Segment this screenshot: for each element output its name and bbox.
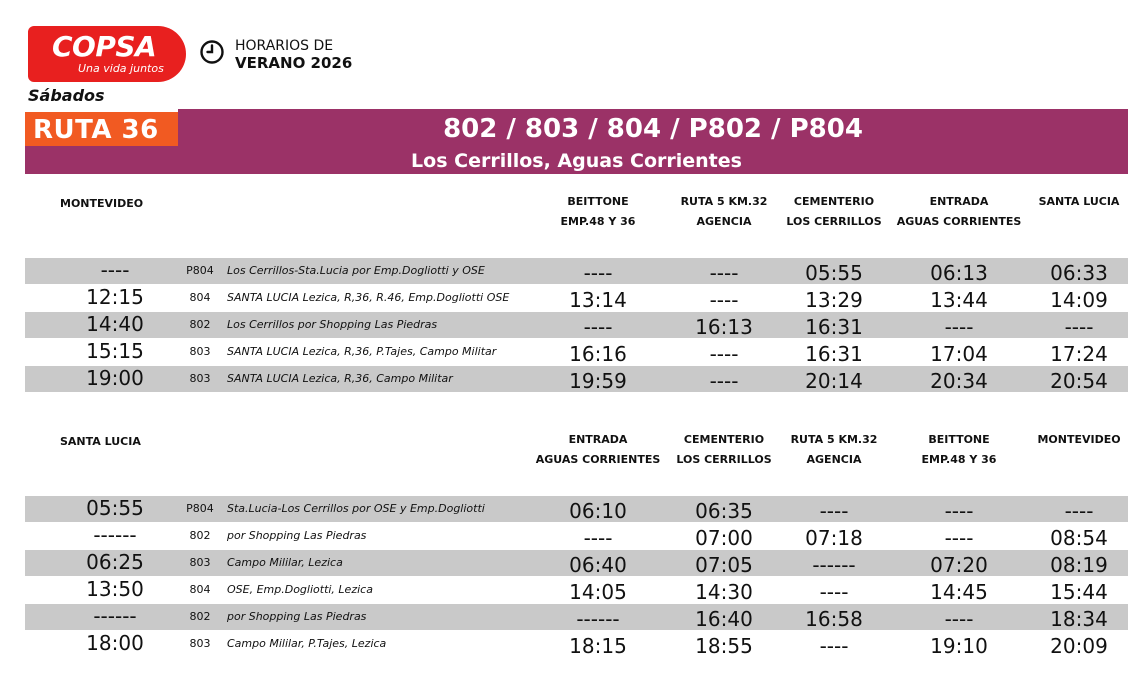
departure-time: ------: [93, 523, 137, 547]
table-row: [25, 366, 1128, 392]
stop-time: 07:05: [695, 553, 753, 577]
header-line: SANTA LUCIA: [1038, 195, 1120, 208]
stop-time: 06:10: [569, 499, 627, 523]
route-description: SANTA LUCIA Lezica, R,36, Campo Militar: [227, 372, 453, 385]
route-description: por Shopping Las Piedras: [227, 610, 367, 623]
stop-time: 17:24: [1050, 342, 1108, 366]
stop-time: 05:55: [805, 261, 863, 285]
inbound-col-header-montevideo: [1024, 430, 1134, 450]
table-row: [25, 604, 1128, 630]
line-code: 804: [189, 583, 211, 596]
departure-time: 18:00: [86, 631, 144, 655]
header-line: ENTRADA: [568, 433, 628, 446]
stop-time: 19:10: [930, 634, 988, 658]
route-badge: RUTA 36: [25, 112, 178, 146]
departure-time: 19:00: [86, 366, 144, 390]
line-code: 803: [189, 345, 211, 358]
line-code: P804: [186, 264, 214, 277]
season-title-line2: VERANO 2026: [235, 54, 353, 72]
stop-time: 07:00: [695, 526, 753, 550]
outbound-origin-header: MONTEVIDEO: [60, 197, 144, 210]
header-line: LOS CERRILLOS: [786, 215, 882, 228]
stop-time: 14:30: [695, 580, 753, 604]
departure-time: 14:40: [86, 312, 144, 336]
table-row: [25, 285, 1128, 311]
stop-time: 06:35: [695, 499, 753, 523]
stop-time: ----: [944, 315, 974, 339]
stop-time: 16:40: [695, 607, 753, 631]
stop-time: 18:55: [695, 634, 753, 658]
stop-time: ----: [819, 580, 849, 604]
stop-time: ------: [812, 553, 856, 577]
stop-time: ----: [709, 342, 739, 366]
stop-time: ----: [709, 288, 739, 312]
stop-time: 15:44: [1050, 580, 1108, 604]
header-line: AGUAS CORRIENTES: [896, 215, 1022, 228]
stop-time: 08:19: [1050, 553, 1108, 577]
stop-time: ----: [944, 499, 974, 523]
table-row: [25, 577, 1128, 603]
inbound-origin-header: SANTA LUCIA: [60, 435, 141, 448]
stop-time: ------: [576, 607, 620, 631]
table-row: [25, 258, 1128, 284]
stop-time: 19:59: [569, 369, 627, 393]
inbound-col-header-ruta5: [774, 430, 894, 470]
line-code: 802: [189, 529, 211, 542]
table-row: [25, 523, 1128, 549]
stop-time: 16:31: [805, 315, 863, 339]
header-line: EMP.48 Y 36: [560, 215, 636, 228]
stop-time: 07:20: [930, 553, 988, 577]
header-line: AGENCIA: [696, 215, 752, 228]
stop-time: 14:45: [930, 580, 988, 604]
stop-time: 16:31: [805, 342, 863, 366]
route-description: por Shopping Las Piedras: [227, 529, 367, 542]
stop-time: ----: [819, 499, 849, 523]
outbound-col-header-ruta5: [664, 192, 784, 232]
stop-time: 13:29: [805, 288, 863, 312]
outbound-col-header-beittone: [543, 192, 653, 232]
route-description: Sta.Lucia-Los Cerrillos por OSE y Emp.Dogliotti: [227, 502, 485, 515]
stop-time: ----: [944, 526, 974, 550]
stop-time: ----: [819, 634, 849, 658]
stop-time: 06:13: [930, 261, 988, 285]
route-destinations-banner: Los Cerrillos, Aguas Corrientes: [25, 146, 1128, 174]
table-row: [25, 312, 1128, 338]
stop-time: 18:15: [569, 634, 627, 658]
header-line: BEITTONE: [567, 195, 629, 208]
stop-time: 16:16: [569, 342, 627, 366]
header-line: EMP.48 Y 36: [921, 453, 997, 466]
route-description: OSE, Emp.Dogliotti, Lezica: [227, 583, 373, 596]
stop-time: ----: [709, 369, 739, 393]
logo-tagline: Una vida juntos: [78, 62, 164, 75]
line-code: P804: [186, 502, 214, 515]
season-title-line1: HORARIOS DE: [235, 38, 334, 54]
route-description: Los Cerrillos-Sta.Lucia por Emp.Dogliotti y OSE: [227, 264, 485, 277]
stop-time: ----: [944, 607, 974, 631]
departure-time: ----: [100, 258, 130, 282]
departure-time: ------: [93, 604, 137, 628]
route-description: SANTA LUCIA Lezica, R,36, P.Tajes, Campo Militar: [227, 345, 497, 358]
route-description: Campo Mililar, Lezica: [227, 556, 343, 569]
outbound-col-header-aguas: [889, 192, 1029, 232]
stop-time: ----: [583, 526, 613, 550]
stop-time: ----: [583, 261, 613, 285]
header-line: MONTEVIDEO: [1037, 433, 1121, 446]
stop-time: ----: [1064, 499, 1094, 523]
line-code: 803: [189, 556, 211, 569]
logo-name: COPSA: [52, 30, 157, 63]
stop-time: 08:54: [1050, 526, 1108, 550]
table-row: [25, 496, 1128, 522]
inbound-col-header-aguas: [528, 430, 668, 470]
stop-time: 20:09: [1050, 634, 1108, 658]
table-row: [25, 631, 1128, 657]
stop-time: 20:14: [805, 369, 863, 393]
stop-time: 18:34: [1050, 607, 1108, 631]
header-line: CEMENTERIO: [793, 195, 875, 208]
header-line: AGUAS CORRIENTES: [535, 453, 661, 466]
outbound-col-header-cementerio: [778, 192, 890, 232]
day-label: Sábados: [28, 86, 105, 105]
line-code: 803: [189, 372, 211, 385]
header-line: CEMENTERIO: [683, 433, 765, 446]
line-code: 802: [189, 318, 211, 331]
stop-time: ----: [709, 261, 739, 285]
table-row: [25, 339, 1128, 365]
departure-time: 05:55: [86, 496, 144, 520]
header-line: LOS CERRILLOS: [676, 453, 772, 466]
line-code: 804: [189, 291, 211, 304]
stop-time: 06:40: [569, 553, 627, 577]
header-line: BEITTONE: [928, 433, 990, 446]
route-description: Campo Mililar, P.Tajes, Lezica: [227, 637, 387, 650]
line-code: 803: [189, 637, 211, 650]
table-row: [25, 550, 1128, 576]
outbound-col-header-santalucia: [1024, 192, 1134, 212]
departure-time: 15:15: [86, 339, 144, 363]
stop-time: 07:18: [805, 526, 863, 550]
departure-time: 13:50: [86, 577, 144, 601]
stop-time: 17:04: [930, 342, 988, 366]
route-lines-banner: 802 / 803 / 804 / P802 / P804: [178, 109, 1128, 146]
stop-time: 16:13: [695, 315, 753, 339]
header-line: AGENCIA: [806, 453, 862, 466]
inbound-col-header-cementerio: [668, 430, 780, 470]
stop-time: 16:58: [805, 607, 863, 631]
stop-time: ----: [583, 315, 613, 339]
stop-time: ----: [1064, 315, 1094, 339]
stop-time: 20:54: [1050, 369, 1108, 393]
departure-time: 06:25: [86, 550, 144, 574]
stop-time: 13:44: [930, 288, 988, 312]
route-description: Los Cerrillos por Shopping Las Piedras: [227, 318, 438, 331]
header-line: RUTA 5 KM.32: [680, 195, 768, 208]
line-code: 802: [189, 610, 211, 623]
stop-time: 13:14: [569, 288, 627, 312]
departure-time: 12:15: [86, 285, 144, 309]
inbound-col-header-beittone: [904, 430, 1014, 470]
stop-time: 14:09: [1050, 288, 1108, 312]
header-line: ENTRADA: [929, 195, 989, 208]
route-description: SANTA LUCIA Lezica, R,36, R.46, Emp.Dogliotti OSE: [227, 291, 510, 304]
header-line: RUTA 5 KM.32: [790, 433, 878, 446]
stop-time: 14:05: [569, 580, 627, 604]
stop-time: 20:34: [930, 369, 988, 393]
stop-time: 06:33: [1050, 261, 1108, 285]
